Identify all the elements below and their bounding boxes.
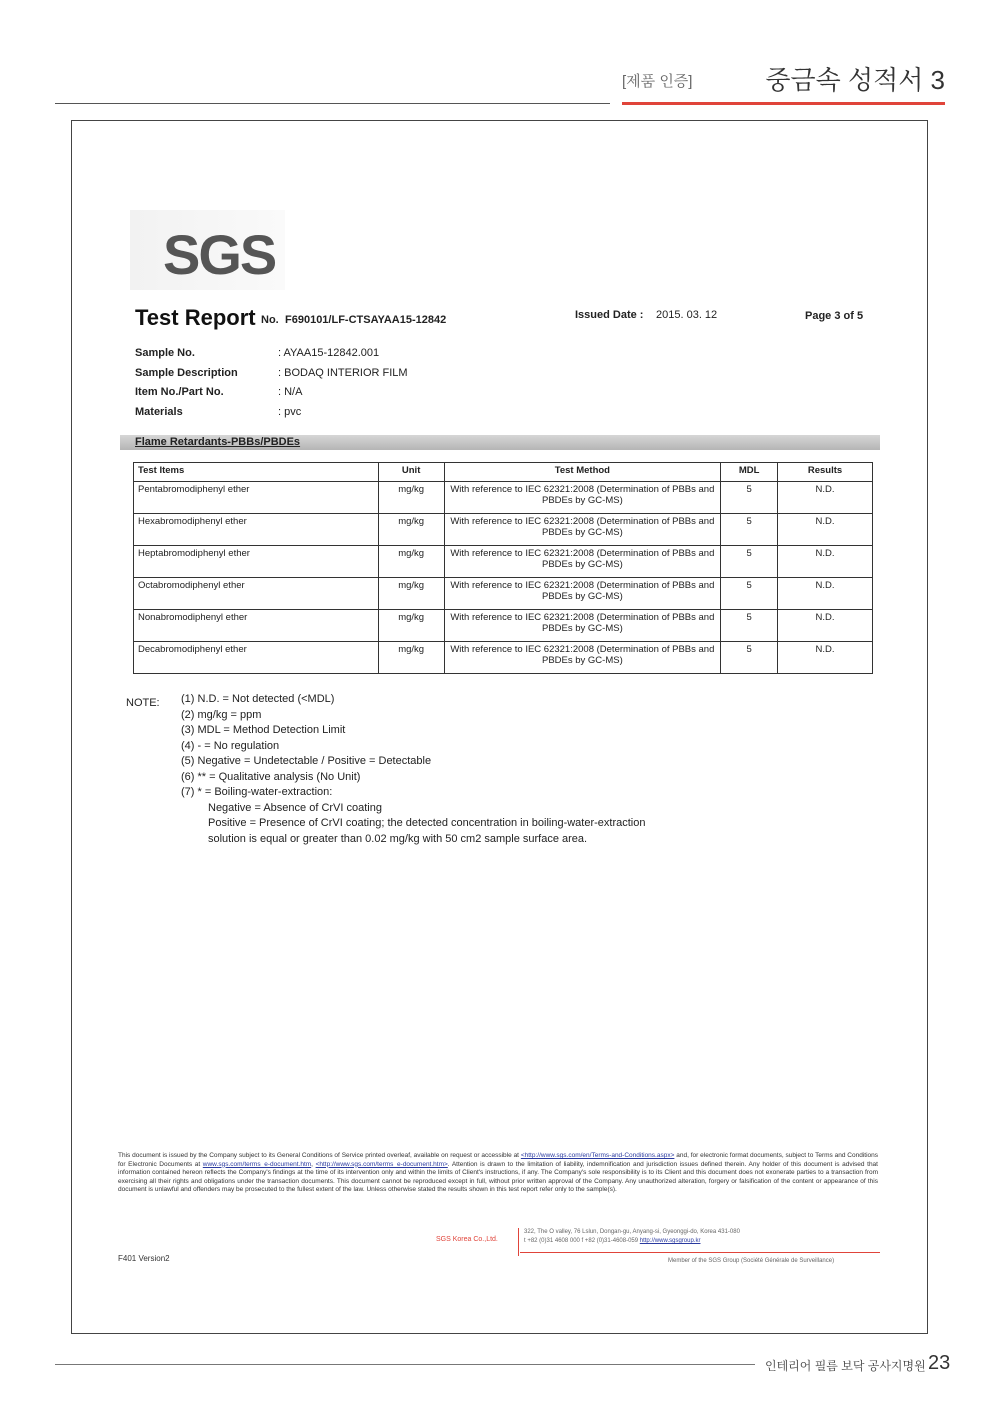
cell-mdl: 5 bbox=[721, 482, 778, 514]
cell-result: N.D. bbox=[778, 482, 873, 514]
company-address bbox=[524, 1228, 740, 1246]
cell-unit: mg/kg bbox=[378, 642, 444, 674]
meta-value: : AYAA15-12842.001 bbox=[278, 347, 380, 359]
table-row bbox=[134, 514, 873, 546]
disclaimer-text: Attention is drawn to the limitation of liability, indemnification and jurisdiction issues defined therein. Any holder of this document is advised that information contained hereon reflects the Company's findings at the time of its intervention only and within the limits of Client's instructions, if any. The Company's sole responsibility is to its Client and this document does not exonerate parties to a transaction from exercising all their rights and obligations under the transaction documents. This document cannot be reproduced except in full, without prior written approval of the Company. Any unauthorized alteration, forgery or falsification of the content or appearance of this document is unlawful and offenders may be prosecuted to the fullest extent of the law. Unless otherwise stated the results shown in this test report refer only to the sample(s). bbox=[118, 1160, 878, 1193]
cell-result: N.D. bbox=[778, 578, 873, 610]
report-no-label: No. bbox=[261, 314, 279, 326]
report-number: F690101/LF-CTSAYAA15-12842 bbox=[285, 314, 447, 326]
cell-unit: mg/kg bbox=[378, 482, 444, 514]
cell-mdl: 5 bbox=[721, 546, 778, 578]
report-title: Test Report bbox=[135, 305, 256, 330]
note-line: (4) - = No regulation bbox=[181, 739, 280, 752]
col-header-test-method: Test Method bbox=[444, 463, 721, 482]
cell-test-item: Nonabromodiphenyl ether bbox=[134, 610, 379, 642]
meta-key: Sample Description bbox=[135, 367, 238, 379]
cell-unit: mg/kg bbox=[378, 578, 444, 610]
note-line: (6) ** = Qualitative analysis (No Unit) bbox=[181, 770, 361, 783]
note-line: (5) Negative = Undetectable / Positive = Detectable bbox=[181, 755, 432, 767]
note-line: (3) MDL = Method Detection Limit bbox=[181, 724, 346, 736]
issued-date-label: Issued Date : bbox=[575, 309, 644, 321]
cell-mdl: 5 bbox=[721, 610, 778, 642]
form-version: F401 Version2 bbox=[118, 1254, 170, 1263]
cell-test-item: Decabromodiphenyl ether bbox=[134, 642, 379, 674]
legal-disclaimer: This document is issued by the Company subject to its General Conditions of Service printed overleaf, available on request or accessible at <http://www.sgs.com/en/Terms-and-Conditions.aspx> and, for electronic format documents, subject to Terms and Conditions for Electronic Documents at www.sgs.com/terms_e-document.htm, <http://www.sgs.com/terms_e-document.htm>. Attention is drawn to the limitation of liability, indemnification and jurisdiction issues defined therein. Any holder of this document is advised that information contained hereon reflects the Company's findings at the time of its intervention only and within the limits of Client's instructions, if any. The Company's sole responsibility is to its Client and this document does not exonerate parties to a transaction from exercising all their rights and obligations under the transaction documents. This document cannot be reproduced except in full, without prior written approval of the Company. Any unauthorized alteration, forgery or falsification of the content or appearance of this document is unlawful and offenders may be prosecuted to the fullest extent of the law. Unless otherwise stated the results shown in this test report refer only to the sample(s). bbox=[118, 1152, 879, 1193]
sgs-korea-name: SGS Korea Co.,Ltd. bbox=[436, 1236, 498, 1243]
cell-test-method: With reference to IEC 62321:2008 (Determination of PBBs and PBDEs by GC-MS) bbox=[444, 578, 721, 610]
col-header-mdl: MDL bbox=[721, 463, 778, 482]
cell-unit: mg/kg bbox=[378, 546, 444, 578]
notes-label: NOTE: bbox=[126, 697, 160, 709]
note-subline: Positive = Presence of CrVI coating; the detected concentration in boiling-water-extraction bbox=[208, 817, 646, 829]
cell-test-method: With reference to IEC 62321:2008 (Determination of PBBs and PBDEs by GC-MS) bbox=[444, 610, 721, 642]
notes-list bbox=[181, 692, 646, 847]
member-divider bbox=[520, 1252, 880, 1253]
cell-test-item: Octabromodiphenyl ether bbox=[134, 578, 379, 610]
cell-test-item: Pentabromodiphenyl ether bbox=[134, 482, 379, 514]
table-row bbox=[134, 578, 873, 610]
cell-mdl: 5 bbox=[721, 514, 778, 546]
note-line: (7) * = Boiling-water-extraction: bbox=[181, 786, 333, 798]
results-table bbox=[133, 462, 873, 674]
header-divider-right bbox=[622, 102, 945, 105]
cell-test-method: With reference to IEC 62321:2008 (Determination of PBBs and PBDEs by GC-MS) bbox=[444, 482, 721, 514]
issued-date: 2015. 03. 12 bbox=[656, 309, 718, 321]
note-line: (1) N.D. = Not detected (<MDL) bbox=[181, 693, 335, 705]
address-line: 322, The O valley, 76 Lslun, Dongan-gu, Anyang-si, Gyeonggi-do, Korea 431-080 bbox=[524, 1229, 740, 1235]
website-link[interactable]: http://www.sgsgroup.kr bbox=[639, 1238, 701, 1244]
cell-result: N.D. bbox=[778, 642, 873, 674]
col-header-test-items: Test Items bbox=[134, 463, 379, 482]
meta-value: : BODAQ INTERIOR FILM bbox=[278, 367, 408, 379]
note-line: (2) mg/kg = ppm bbox=[181, 708, 262, 721]
cell-test-item: Hexabromodiphenyl ether bbox=[134, 514, 379, 546]
disclaimer-text: and, for electronic format documents, subject to Terms and Conditions for Electronic Documents at bbox=[118, 1152, 879, 1168]
cell-mdl: 5 bbox=[721, 642, 778, 674]
note-subline: solution is equal or greater than 0.02 mg/kg with 50 cm2 sample surface area. bbox=[208, 832, 588, 845]
table-row bbox=[134, 642, 873, 674]
cell-result: N.D. bbox=[778, 514, 873, 546]
terms-link[interactable]: <http://www.sgs.com/en/Terms-and-Conditions.aspx> bbox=[520, 1152, 675, 1159]
note-subline: Negative = Absence of CrVI coating bbox=[208, 801, 382, 814]
col-header-unit: Unit bbox=[378, 463, 444, 482]
e-document-link[interactable]: www.sgs.com/terms_e-document.htm bbox=[202, 1160, 312, 1168]
disclaimer-text: This document is issued by the Company subject to its General Conditions of Service printed overleaf, available on request or accessible at bbox=[118, 1152, 519, 1159]
cell-mdl: 5 bbox=[721, 578, 778, 610]
cell-result: N.D. bbox=[778, 546, 873, 578]
header-category: [제품 인증] bbox=[622, 73, 693, 90]
table-row bbox=[134, 546, 873, 578]
footer-page-number: 23 bbox=[928, 1352, 951, 1374]
cell-unit: mg/kg bbox=[378, 610, 444, 642]
cell-test-method: With reference to IEC 62321:2008 (Determination of PBBs and PBDEs by GC-MS) bbox=[444, 546, 721, 578]
table-header-row bbox=[134, 463, 873, 482]
sgs-logo-text: SGS bbox=[163, 223, 276, 286]
table-row bbox=[134, 610, 873, 642]
cell-test-method: With reference to IEC 62321:2008 (Determination of PBBs and PBDEs by GC-MS) bbox=[444, 514, 721, 546]
header-divider-left bbox=[55, 103, 610, 104]
col-header-results: Results bbox=[778, 463, 873, 482]
cell-test-item: Heptabromodiphenyl ether bbox=[134, 546, 379, 578]
address-divider bbox=[518, 1228, 519, 1256]
footer-divider bbox=[55, 1364, 755, 1365]
footer-text: 인테리어 필름 보닥 공사지명원 bbox=[765, 1359, 926, 1373]
section-title: Flame Retardants-PBBs/PBDEs bbox=[135, 436, 301, 448]
meta-key: Item No./Part No. bbox=[135, 386, 224, 398]
member-text: Member of the SGS Group (Société Générale de Surveillance) bbox=[668, 1258, 835, 1264]
address-phone: t +82 (0)31 4608 000 f +82 (0)31-4608-059 bbox=[524, 1238, 639, 1244]
meta-key: Sample No. bbox=[135, 347, 195, 359]
cell-test-method: With reference to IEC 62321:2008 (Determination of PBBs and PBDEs by GC-MS) bbox=[444, 642, 721, 674]
cell-unit: mg/kg bbox=[378, 514, 444, 546]
page-number: Page 3 of 5 bbox=[805, 310, 864, 322]
meta-key: Materials bbox=[135, 406, 183, 418]
meta-value: : pvc bbox=[278, 406, 302, 418]
meta-value: : N/A bbox=[278, 386, 303, 398]
e-document-url-link[interactable]: <http://www.sgs.com/terms_e-document.htm> bbox=[315, 1160, 448, 1168]
table-row bbox=[134, 482, 873, 514]
header-title: 중금속 성적서 3 bbox=[765, 65, 945, 95]
cell-result: N.D. bbox=[778, 610, 873, 642]
